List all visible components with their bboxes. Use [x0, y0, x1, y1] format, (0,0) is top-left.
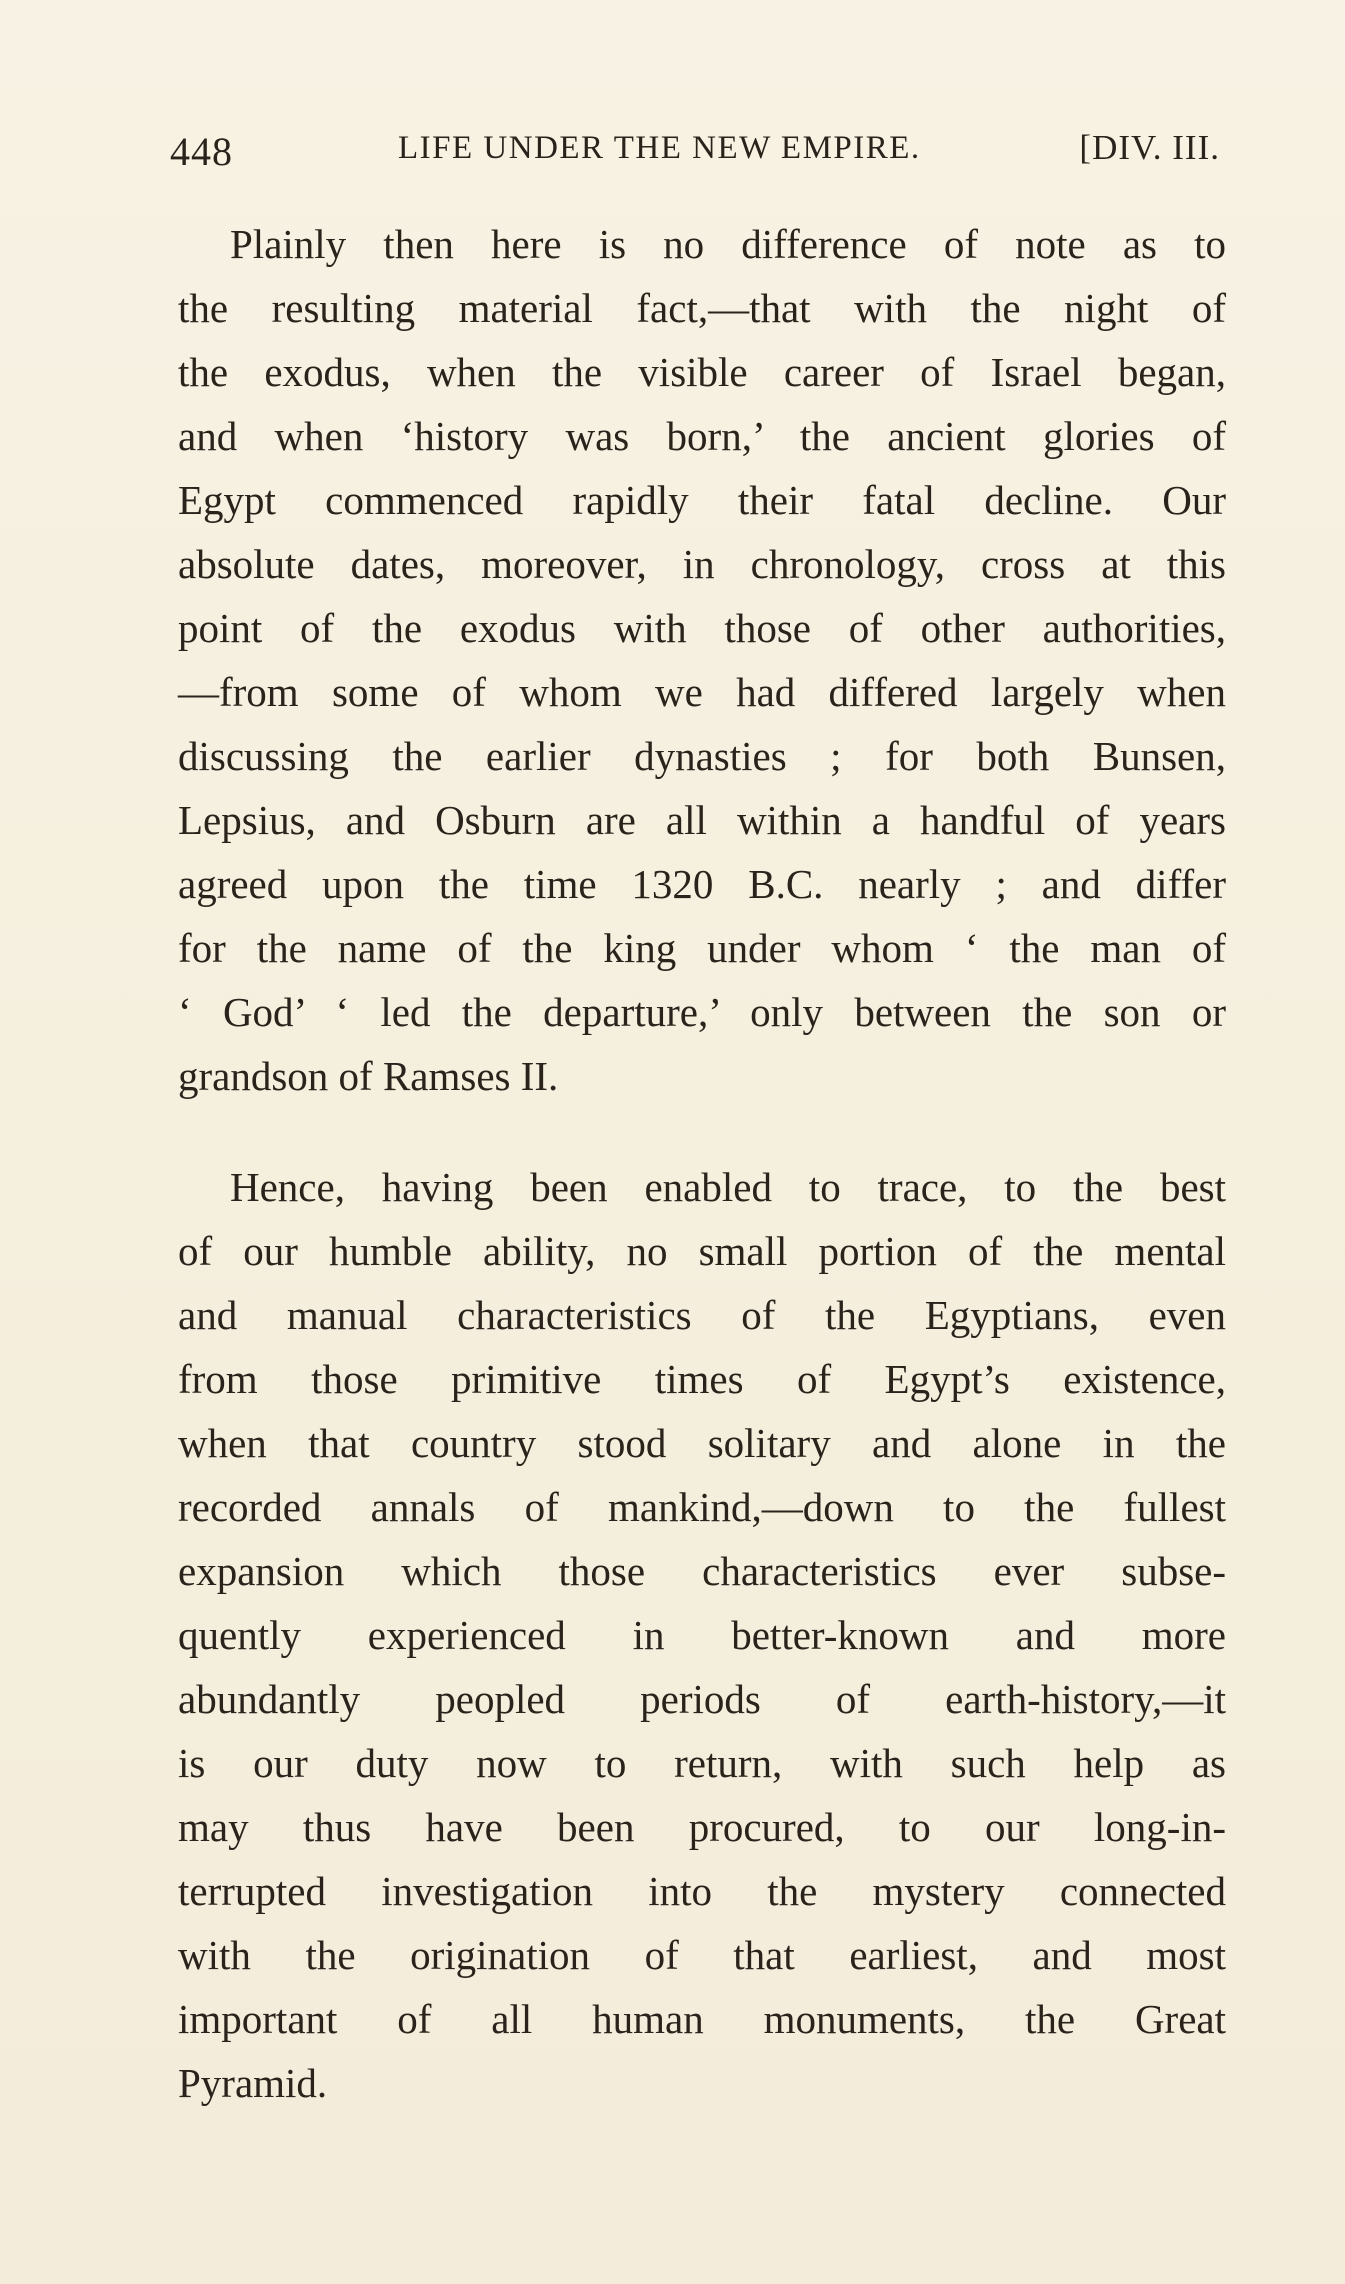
- text-line: Plainly then here is no difference of note as to: [230, 221, 1226, 267]
- running-head: [170, 128, 1220, 178]
- text-line: the resulting material fact,—that with the night of: [178, 285, 1226, 331]
- text-line: quently experienced in better-known and more: [178, 1612, 1226, 1658]
- text-line: and when ‘history was born,’ the ancient glories of: [178, 413, 1226, 459]
- text-line: grandson of Ramses II.: [178, 1053, 559, 1099]
- text-line: absolute dates, moreover, in chronology, cross at this: [178, 541, 1226, 587]
- page-number: 448: [170, 129, 233, 174]
- text-line: terrupted investigation into the mystery connected: [178, 1868, 1226, 1914]
- text-line: with the origination of that earliest, and most: [178, 1932, 1226, 1978]
- text-line: of our humble ability, no small portion of the mental: [178, 1228, 1226, 1274]
- text-line: expansion which those characteristics ever subse-: [178, 1548, 1226, 1594]
- running-title: LIFE UNDER THE NEW EMPIRE.: [398, 130, 921, 166]
- text-line: ‘ God’ ‘ led the departure,’ only between the son or: [178, 989, 1226, 1035]
- text-line: point of the exodus with those of other authorities,: [178, 605, 1226, 651]
- paragraph-1: [178, 212, 1226, 1108]
- text-line: Egypt commenced rapidly their fatal decline. Our: [178, 477, 1226, 523]
- text-line: for the name of the king under whom ‘ the man of: [178, 925, 1226, 971]
- division-label: [DIV. III.: [1079, 128, 1220, 167]
- text-line: Hence, having been enabled to trace, to the best: [230, 1164, 1226, 1210]
- text-line: Pyramid.: [178, 2060, 328, 2106]
- text-line: may thus have been procured, to our long-in-: [178, 1804, 1226, 1850]
- text-line: important of all human monuments, the Great: [178, 1996, 1226, 2042]
- text-line: when that country stood solitary and alone in the: [178, 1420, 1226, 1466]
- text-line: is our duty now to return, with such help as: [178, 1740, 1226, 1786]
- text-line: agreed upon the time 1320 B.C. nearly ; and differ: [178, 861, 1226, 907]
- text-line: recorded annals of mankind,—down to the fullest: [178, 1484, 1226, 1530]
- paragraph-2: [178, 1155, 1226, 2115]
- text-line: abundantly peopled periods of earth-history,—it: [178, 1676, 1226, 1722]
- text-line: from those primitive times of Egypt’s existence,: [178, 1356, 1226, 1402]
- text-line: discussing the earlier dynasties ; for both Bunsen,: [178, 733, 1226, 779]
- text-line: and manual characteristics of the Egyptians, even: [178, 1292, 1226, 1338]
- text-line: the exodus, when the visible career of Israel began,: [178, 349, 1226, 395]
- text-line: Lepsius, and Osburn are all within a handful of years: [178, 797, 1226, 843]
- text-line: —from some of whom we had differed largely when: [178, 669, 1226, 715]
